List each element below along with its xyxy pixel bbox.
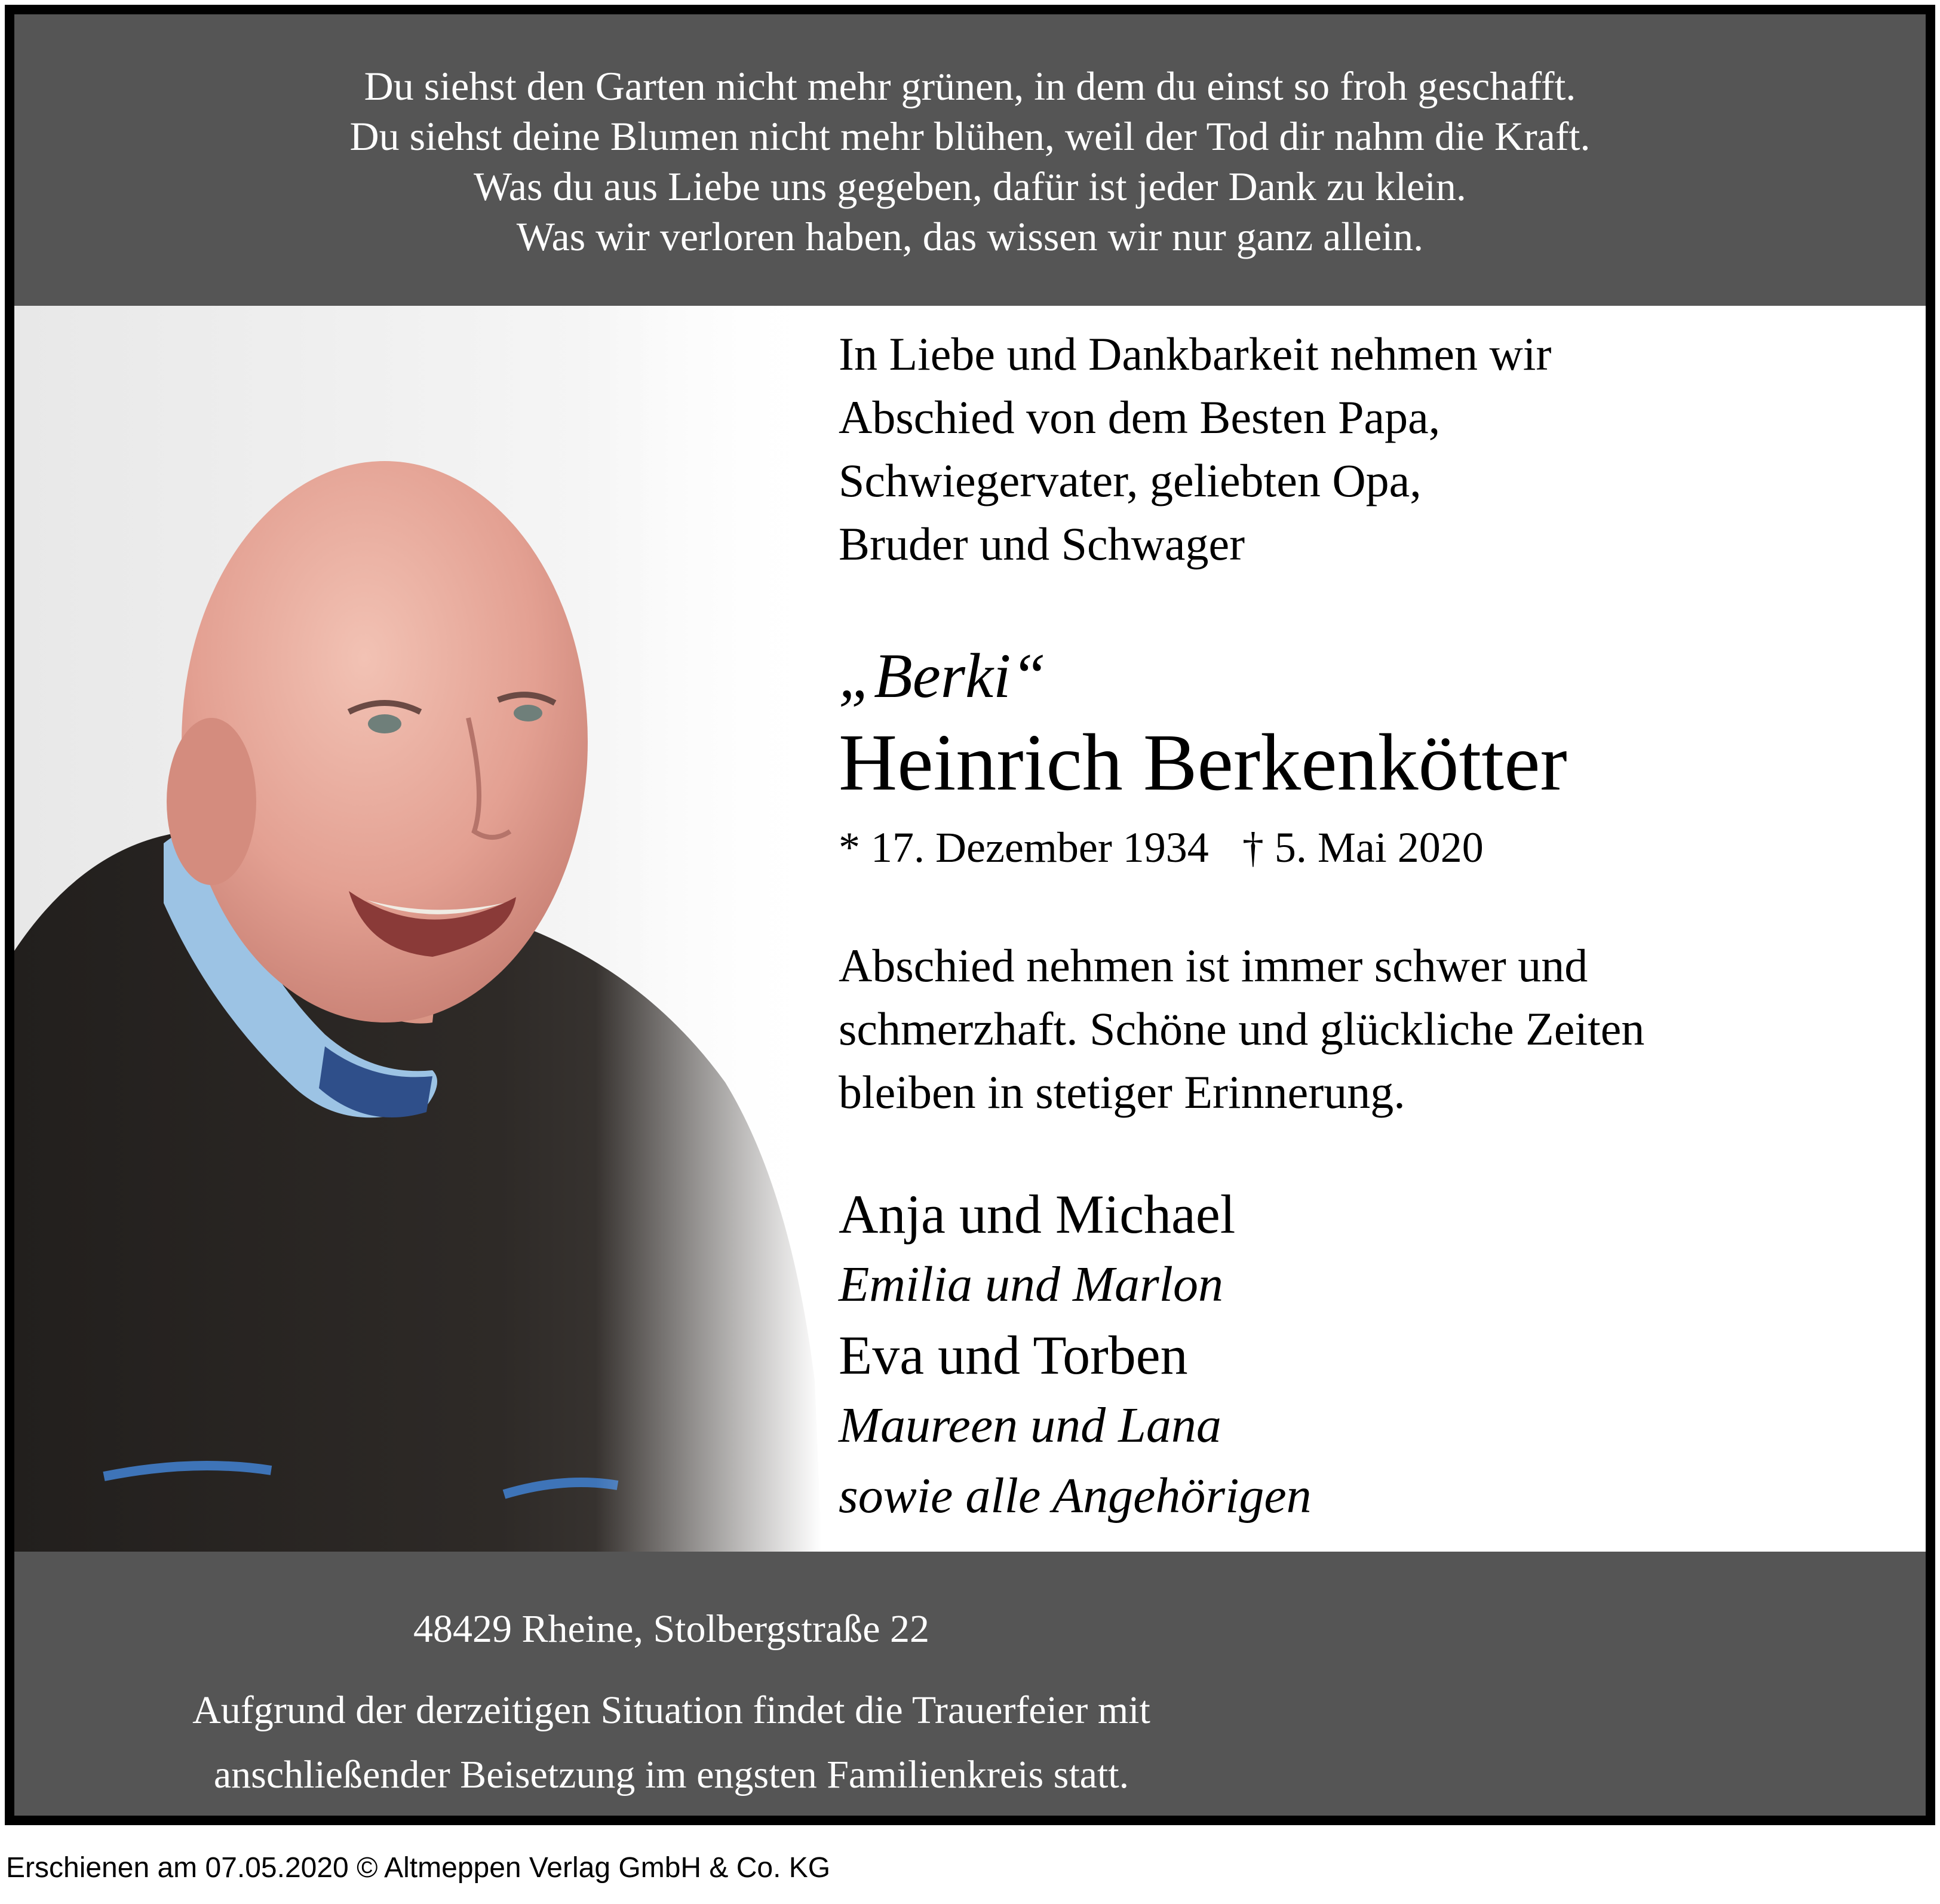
text-column <box>839 306 1926 1552</box>
mourner-couple: Anja und Michael <box>839 1184 1236 1245</box>
portrait-photo <box>14 306 822 1552</box>
intro-line: Abschied von dem Besten Papa, <box>839 391 1441 443</box>
deceased-name: Heinrich Berkenkötter <box>839 718 1567 807</box>
intro-line: Bruder und Schwager <box>839 518 1245 570</box>
mourner-couple: Eva und Torben <box>839 1325 1188 1386</box>
poem-line: Du siehst den Garten nicht mehr grünen, in dem du einst so froh geschafft. <box>364 63 1576 109</box>
notice-line: Aufgrund der derzeitigen Situation findet die Trauerfeier mit <box>192 1688 1150 1732</box>
notice-line: anschließender Beisetzung im engsten Familienkreis statt. <box>213 1753 1129 1796</box>
birth-date: * 17. Dezember 1934 <box>839 824 1209 871</box>
farewell-line: schmerzhaft. Schöne und glückliche Zeiten <box>839 1003 1645 1055</box>
obituary-body <box>14 306 1926 1552</box>
mourner-children: Emilia und Marlon <box>839 1257 1223 1312</box>
address: 48429 Rheine, Stolbergstraße 22 <box>413 1607 929 1651</box>
death-date: † 5. Mai 2020 <box>1242 824 1484 871</box>
obituary-frame <box>5 5 1935 1825</box>
publication-footer: Erschienen am 07.05.2020 © Altmeppen Verlag GmbH & Co. KG <box>6 1852 831 1884</box>
farewell-text <box>839 934 1644 1124</box>
intro-text <box>839 323 1551 576</box>
portrait-illustration <box>14 306 822 1552</box>
address-band <box>14 1552 1926 1816</box>
poem-line: Was du aus Liebe uns gegeben, dafür ist jeder Dank zu klein. <box>474 164 1466 209</box>
life-dates <box>839 821 1484 874</box>
farewell-line: Abschied nehmen ist immer schwer und <box>839 939 1588 991</box>
poem-line: Du siehst deine Blumen nicht mehr blühen, weil der Tod dir nahm die Kraft. <box>349 113 1591 159</box>
intro-line: In Liebe und Dankbarkeit nehmen wir <box>839 328 1552 380</box>
mourners-list <box>839 1179 1914 1531</box>
farewell-line: bleiben in stetiger Erinnerung. <box>839 1066 1405 1118</box>
mourner-children: Maureen und Lana <box>839 1398 1221 1453</box>
mourner-relatives: sowie alle Angehörigen <box>839 1468 1312 1524</box>
funeral-notice <box>14 1678 1328 1807</box>
intro-line: Schwiegervater, geliebten Opa, <box>839 454 1422 506</box>
nickname: „Berki“ <box>839 641 1046 711</box>
poem-band <box>14 14 1926 306</box>
poem-line: Was wir verloren haben, das wissen wir nur ganz allein. <box>516 214 1424 259</box>
